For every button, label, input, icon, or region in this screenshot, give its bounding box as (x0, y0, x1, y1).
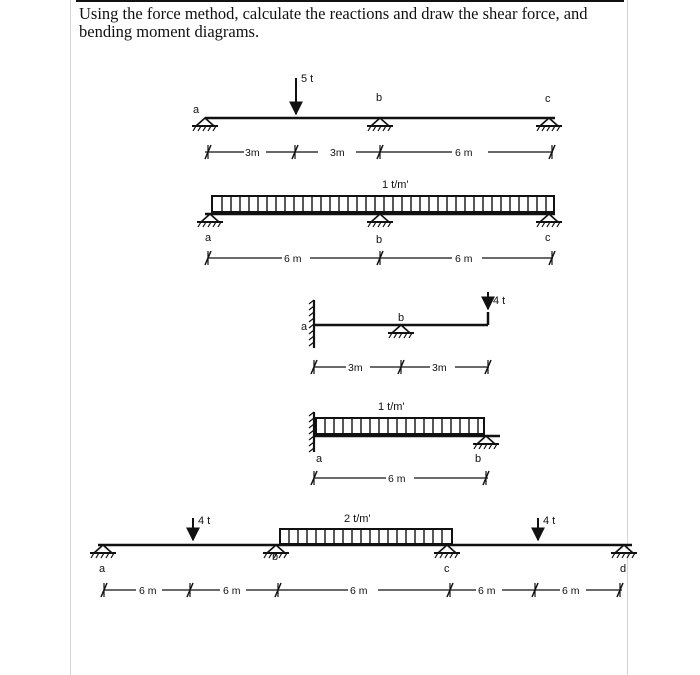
beam5-label-d: d (620, 563, 627, 575)
beam1-label-a: a (193, 104, 200, 116)
beam3-load-label: 4 t (493, 295, 506, 307)
beam4-label-b: b (475, 453, 482, 465)
beam5-support-a (90, 545, 116, 558)
beam1-support-b (367, 118, 393, 131)
beam5-diagram (90, 513, 637, 597)
beam3-dimension-line (311, 360, 491, 374)
beam4-fixed-support-a (309, 412, 314, 452)
beam2-span-2: 6 m (455, 253, 473, 265)
beam2-support-c (536, 214, 562, 227)
beam1-span-2: 3m (330, 147, 345, 159)
beam5-label-b: b (272, 551, 279, 563)
beam5-load-label-1: 4 t (198, 515, 211, 527)
beam5-span-4: 6 m (478, 585, 496, 597)
beam5-load-label-2: 2 t/m' (344, 513, 371, 525)
beam5-label-c: c (444, 563, 450, 575)
beam5-span-1: 6 m (139, 585, 157, 597)
beam4-span-1: 6 m (388, 473, 406, 485)
beam2-distributed-load (212, 196, 554, 212)
beam5-span-5: 6 m (562, 585, 580, 597)
beam1-load-label: 5 t (301, 73, 314, 85)
beam3-fixed-support-a (309, 300, 314, 348)
beam5-label-a: a (99, 563, 106, 575)
beam4-label-a: a (316, 453, 323, 465)
beam2-support-b (367, 214, 393, 227)
beam2-span-1: 6 m (284, 253, 302, 265)
beam5-load-label-3: 4 t (543, 515, 556, 527)
beam5-span-3: 6 m (350, 585, 368, 597)
beam2-label-c: c (545, 232, 551, 244)
beam3-support-b (388, 325, 414, 338)
beam2-dimension-line (205, 251, 555, 265)
beam2-label-a: a (205, 232, 212, 244)
beam1-span-1: 3m (245, 147, 260, 159)
beam4-support-b (473, 436, 499, 449)
beam3-span-2: 3m (432, 362, 447, 374)
beam1-support-a (192, 118, 218, 131)
beam3-label-a: a (301, 321, 308, 333)
beam3-label-b: b (398, 312, 405, 324)
beam1-diagram (192, 73, 562, 159)
beam3-span-1: 3m (348, 362, 363, 374)
beam3-diagram (301, 292, 505, 374)
beam5-distributed-load (280, 529, 452, 544)
beam2-support-a (197, 214, 223, 227)
beam4-load-label: 1 t/m' (378, 401, 405, 413)
beam2-label-b: b (376, 234, 383, 246)
beam5-span-2: 6 m (223, 585, 241, 597)
beam2-diagram (197, 179, 562, 265)
beam1-label-b: b (376, 92, 383, 104)
beam2-load-label: 1 t/m' (382, 179, 409, 191)
beam5-support-d (611, 545, 637, 558)
beam1-label-c: c (545, 93, 551, 105)
problem-statement: Using the force method, calculate the reactions and draw the shear force, and bending moment diagrams. (79, 4, 588, 41)
beam4-distributed-load (316, 418, 484, 434)
beam1-support-c (536, 118, 562, 131)
beam5-support-c (434, 545, 460, 558)
beam1-span-3: 6 m (455, 147, 473, 159)
beam4-diagram (309, 401, 500, 485)
